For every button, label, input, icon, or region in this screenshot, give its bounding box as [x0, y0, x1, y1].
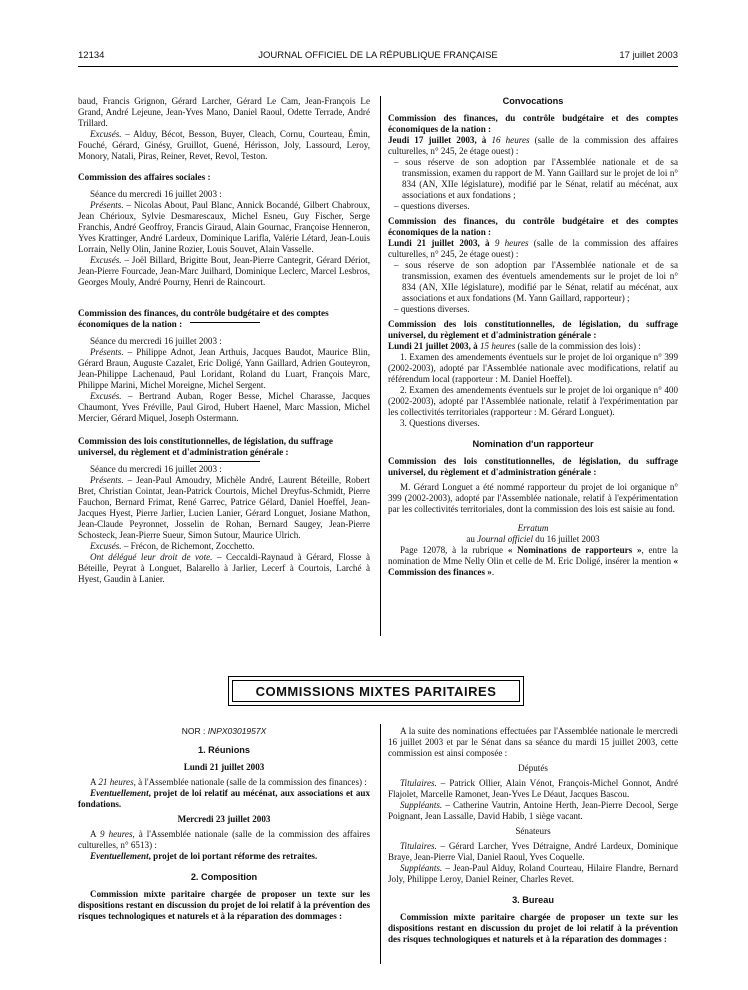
lois-excuses: Excusés. – Frécon, de Richemont, Zocchetto.	[90, 541, 255, 551]
section-divider	[190, 461, 260, 462]
social-heading: Commission des affaires sociales :	[78, 172, 211, 182]
journal-title: JOURNAL OFFICIEL DE LA RÉPUBLIQUE FRANÇAISE	[258, 50, 498, 61]
deputes-suppleants: Suppléants. – Catherine Vautrin, Antoine Herth, Jean-Pierre Decool, Serge Poignant, Jean Lassalle, David Habib, 1 siège vacant.	[388, 800, 678, 821]
c3-item3: 3. Questions diverses.	[400, 418, 480, 428]
reunions-title: 1. Réunions	[197, 745, 251, 755]
bureau-text: Commission mixte paritaire chargée de proposer un texte sur les dispositions restant en discussion du projet de loi relatif à la prévention des risques technologiques et naturels et à la réparation des dommages :	[388, 912, 678, 944]
r1-text: A 21 heures, à l'Assemblée nationale (salle de la commission des finances) :	[90, 777, 367, 787]
nom-heading: Commission des lois constitutionnelles, de législation, du suffrage universel, du règlement et d'administration générale :	[388, 456, 678, 477]
column-rule	[380, 724, 381, 964]
section-banner	[228, 676, 524, 706]
right-bottom-column	[388, 726, 678, 945]
erratum-title: Erratum	[517, 523, 549, 533]
finances-seance: Séance du mercredi 16 juillet 2003 :	[90, 336, 222, 346]
finances-heading: Commission des finances, du contrôle budgétaire et des comptes économiques de la nation :	[78, 308, 329, 329]
lois-presents: Présents. – Jean-Paul Amoudry, Michèle André, Laurent Béteille, Robert Bret, Christian Cointat, Jean-Patrick Courtois, Michel Dreyfus-Schmidt, Pierre Fauchon, Bernard Frimat, René Garrec, Patrice Gélard, Daniel Hoeffel, Jean-Jacques Hyest, Pierre Jarlier, Lucien Lanier, Gérard Longuet, Josiane Mathon, Jean-Claude Peyronnet, Josselin de Rohan, Bernard Saugey, Jean-Pierre Schosteck, Jean-Pierre Sueur, Simon Sutour, Maurice Ulrich.	[78, 475, 370, 540]
page-number: 12134	[78, 50, 105, 61]
r2-text: A 9 heures, à l'Assemblée nationale (salle de la commission des affaires culturelles, n° 6513) :	[78, 829, 370, 850]
finances-presents: Présents. – Philippe Adnot, Jean Arthuis, Jacques Baudot, Maurice Blin, Gérard Braun, Auguste Cazalet, Eric Doligé, Yann Gaillard, Adrien Gouteyron, Jean-Philippe Lachenaud, Paul Loridant, Roland du Luart, François Marc, Philippe Marini, Michel Moreigne, Michel Sergent.	[78, 347, 370, 390]
finances-excuses: Excusés. – Bertrand Auban, Roger Besse, Michel Charasse, Jacques Chaumont, Yves Fréville, Paul Girod, Hubert Haenel, Marc Massion, Michel Mercier, Gérard Miquel, Joseph Ostermann.	[78, 391, 370, 423]
c3-item2: 2. Examen des amendements éventuels sur le projet de loi organique n° 400 (2002-2003), adopté par l'Assemblée nationale, relatif à l'expérimentation par les collectivités territoriales (rapporteur : M. Gérard Longuet).	[388, 385, 678, 417]
social-seance: Séance du mercredi 16 juillet 2003 :	[90, 189, 222, 199]
senateurs-suppleants: Suppléants. – Jean-Paul Alduy, Roland Courteau, Hilaire Flandre, Bernard Joly, Philippe Leroy, Daniel Reiner, Charles Revet.	[388, 863, 678, 884]
social-presents: Présents. – Nicolas About, Paul Blanc, Annick Bocandé, Gilbert Chabroux, Jean Chérioux, Sylvie Desmarescaux, Michel Esneu, Guy Fischer, Serge Franchis, André Geoffroy, Francis Giraud, Alain Gournac, Françoise Henneron, Yves Krattinger, André Lardeux, Dominique Larifla, Valérie Létard, Jean-Louis Lorrain, Nelly Olin, Janine Rozier, Louis Souvet, Alain Vasselle.	[78, 200, 370, 254]
r2-eventuellement: Eventuellement, projet de loi portant réforme des retraites.	[90, 851, 318, 861]
lois-heading: Commission des lois constitutionnelles, de législation, du suffrage universel, du règlement et d'administration générale :	[78, 436, 333, 457]
r2-date: Mercredi 23 juillet 2003	[177, 814, 271, 824]
c1-heading: Commission des finances, du contrôle budgétaire et des comptes économiques de la nation :	[388, 113, 678, 134]
c3-item1: 1. Examen des amendements éventuels sur le projet de loi organique n° 399 (2002-2003), adopté par l'Assemblée nationale avec modifications, relatif au référendum local (rapporteur : M. Daniel Hoeffel).	[388, 352, 678, 384]
deputes-titulaires: Titulaires. – Patrick Ollier, Alain Vénot, François-Michel Gonnot, André Flajolet, Marcelle Ramonet, Jean-Yves Le Déaut, Jacques Bascou.	[388, 778, 678, 799]
bureau-title: 3. Bureau	[512, 895, 554, 905]
composition-intro: A la suite des nominations effectuées par l'Assemblée nationale le mercredi 16 juillet 2003 et par le Sénat dans sa séance du mardi 15 juillet 2003, cette commission est ainsi composée :	[388, 726, 678, 758]
column-rule	[380, 96, 381, 636]
deputes-title: Députés	[518, 763, 548, 773]
issue-date: 17 juillet 2003	[619, 50, 678, 61]
intro-names: baud, Francis Grignon, Gérard Larcher, Gérard Le Cam, Jean-François Le Grand, André Lejeune, Jean-Yves Mano, Daniel Raoul, Odette Terrade, André Trillard.	[78, 96, 370, 128]
erratum-text: Page 12078, à la rubrique « Nominations de rapporteurs », entre la nomination de Mme Nelly Olin et celle de M. Eric Doligé, insérer la mention « Commission des finances ».	[388, 545, 679, 577]
r1-eventuellement: Eventuellement, projet de loi relatif au mécénat, aux associations et aux fondations.	[78, 788, 370, 809]
lois-seance: Séance du mercredi 16 juillet 2003 :	[90, 464, 222, 474]
nom-text: M. Gérard Longuet a été nommé rapporteur du projet de loi organique n° 399 (2002-2003), adopté par l'Assemblée nationale, relatif à l'expérimentation par les collectivités territoriales, dont la commission des lois est saisie au fond.	[388, 482, 678, 514]
c2-item2: – questions diverses.	[394, 304, 470, 314]
c1-date: Jeudi 17 juillet 2003, à 16 heures (salle de la commission des affaires culturelles, n° 245, 2e étage ouest) :	[388, 135, 678, 156]
social-excuses: Excusés. – Joël Billard, Brigitte Bout, Jean-Pierre Cantegrit, Gérard Dériot, Jean-Pierre Fourcade, Jean-Marc Juilhard, Dominique Leclerc, Marcel Lesbros, Georges Mouly, André Pourny, Henri de Raincourt.	[78, 255, 370, 287]
c2-heading: Commission des finances, du contrôle budgétaire et des comptes économiques de la nation :	[388, 216, 678, 237]
c3-heading: Commission des lois constitutionnelles, de législation, du suffrage universel, du règlement et d'administration générale :	[388, 319, 678, 340]
header-rule	[78, 66, 678, 67]
r1-date: Lundi 21 juillet 2003	[183, 762, 265, 772]
c1-item1: – sous réserve de son adoption par l'Assemblée nationale et de sa transmission, examen du rapport de M. Yann Gaillard sur le projet de loi n° 834 (AN, XIIe législature), modifié par le Sénat, relatif au mécénat, aux associations et aux fondations ;	[394, 157, 678, 200]
page-header	[78, 50, 678, 64]
section-banner-title: COMMISSIONS MIXTES PARITAIRES	[232, 680, 520, 702]
excuses-paragraph: Excusés. – Alduy, Bécot, Besson, Buyer, Cleach, Cornu, Courteau, Émin, Fouché, Gérard, Ginésy, Gruillot, Guené, Hérisson, Joly, Lassourd, Leroy, Monory, Natali, Piras, Reiner, Revet, Revol, Teston.	[78, 129, 370, 161]
erratum-subtitle: au Journal officiel du 16 juillet 2003	[466, 534, 600, 544]
nomination-title: Nomination d'un rapporteur	[472, 439, 594, 449]
lois-delegue: Ont délégué leur droit de vote. – Ceccaldi-Raynaud à Gérard, Flosse à Béteille, Peyrat à Longuet, Balarello à Jarlier, Lecerf à Courtois, Larché à Hyest, Gaudin à Lanier.	[78, 552, 370, 584]
c1-item2: – questions diverses.	[394, 201, 470, 211]
right-top-column	[388, 96, 678, 578]
composition-title: 2. Composition	[190, 872, 258, 882]
senateurs-titulaires: Titulaires. – Gérard Larcher, Yves Détraigne, André Lardeux, Dominique Braye, Jean-Pierre Vial, Daniel Raoul, Yves Coquelle.	[388, 841, 678, 862]
senateurs-title: Sénateurs	[515, 826, 551, 836]
c3-date: Lundi 21 juillet 2003, à 15 heures (salle de la commission des lois) :	[388, 341, 641, 351]
c2-date: Lundi 21 juillet 2003, à 9 heures (salle de la commission des affaires culturelles, n° 245, 2e étage ouest) :	[388, 238, 679, 259]
section-divider	[190, 322, 260, 323]
c2-item1: – sous réserve de son adoption par l'Assemblée nationale et de sa transmission, examen des éventuels amendements sur le projet de loi n° 834 (AN, XIIe législature), modifié par le Sénat, relatif au mécénat, aux associations et aux fondations (M. Yann Gaillard, rapporteur) ;	[394, 260, 678, 303]
left-top-column	[78, 96, 370, 585]
convocations-title: Convocations	[502, 96, 564, 106]
composition-text: Commission mixte paritaire chargée de proposer un texte sur les dispositions restant en discussion du projet de loi relatif à la prévention des risques technologiques et naturels et à la réparation des dommages :	[78, 889, 370, 921]
nor-line: NOR : INPX0301957X	[181, 726, 267, 736]
left-bottom-column	[78, 726, 370, 922]
